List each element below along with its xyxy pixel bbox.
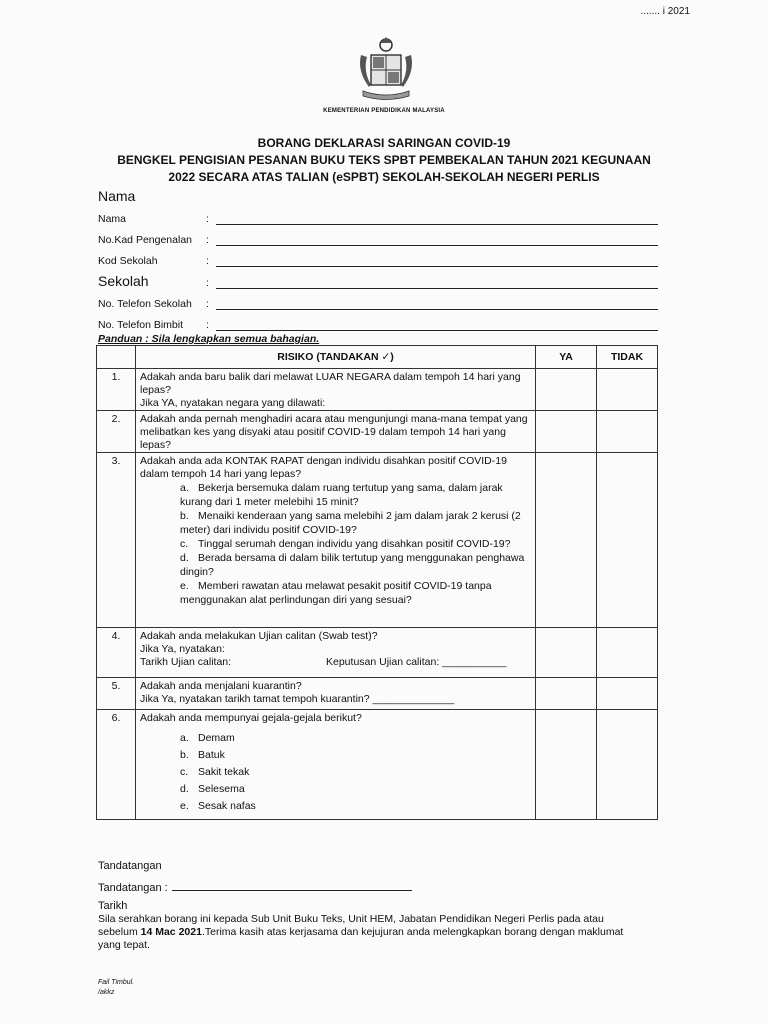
file-reference [98,978,134,998]
row-number: 1. [97,369,136,411]
question-4 [136,628,536,678]
list-item: e. Sesak nafas [180,800,256,812]
nama-heading: Nama [98,188,136,204]
tarikh-label: Tarikh [98,900,128,912]
form-subtitle-line-2: 2022 SECARA ATAS TALIAN (eSPBT) SEKOLAH-SEKOLAH NEGERI PERLIS [168,170,600,184]
table-row [97,453,658,628]
q3-tidak-cell[interactable] [597,453,658,628]
q3-ya-cell[interactable] [536,453,597,628]
submission-note [98,913,634,952]
sekolah-row [98,270,658,292]
swab-date-label: Tarikh Ujian calitan: [140,656,232,668]
nama-row [98,207,658,228]
list-item: e. Memberi rawatan atau melawat pesakit positif COVID-19 tanpa menggunakan alat perlindungan diri yang sesuai? [180,580,492,606]
tandatangan-row [98,880,412,894]
colon: : [206,213,209,225]
question-4-text: Adakah anda melakukan Ujian calitan (Swab test)? [140,630,378,642]
list-item: a. Bekerja bersemuka dalam ruang tertutup yang sama, dalam jarak kurang dari 1 meter melebihi 15 minit? [180,482,503,508]
colon: : [206,298,209,310]
kad-row [98,228,658,249]
sekolah-label: Sekolah [98,273,149,289]
telefon-bimbit-label: No. Telefon Bimbit [98,319,184,331]
question-5-text: Adakah anda menjalani kuarantin? [140,680,302,692]
nama-field[interactable] [216,223,658,225]
kod-sekolah-label: Kod Sekolah [98,255,158,267]
colon: : [206,234,209,246]
risk-table [96,345,658,820]
table-row [97,411,658,453]
q5-ya-cell[interactable] [536,678,597,710]
form-title: BORANG DEKLARASI SARINGAN COVID-19 [257,136,511,150]
personal-info-section [98,185,658,334]
tandatangan-label-2: Tandatangan : [98,882,168,894]
table-row [97,678,658,710]
submission-note-end: .Terima kasih atas kerjasama dan kejujuran anda melengkapkan borang dengan maklumat yang tepat. [98,926,624,951]
q2-ya-cell[interactable] [536,411,597,453]
nama-label: Nama [98,213,127,225]
tandatangan-label-1: Tandatangan [98,860,162,872]
question-1 [136,369,536,411]
question-3 [136,453,536,628]
colon: : [206,277,209,289]
kod-sekolah-field[interactable] [216,265,658,267]
question-1-text: Adakah anda baru balik dari melawat LUAR NEGARA dalam tempoh 14 hari yang lepas? [140,371,521,396]
submission-note-start: Sila serahkan borang ini kepada Sub Unit Buku Teks, Unit HEM, Jabatan Pendidikan Negeri Perlis pada atau sebelum [98,913,604,938]
q1-ya-cell[interactable] [536,369,597,411]
telefon-sekolah-label: No. Telefon Sekolah [98,298,192,310]
file-reference-line-2: /akkz [98,989,115,996]
question-5 [136,678,536,710]
row-number: 4. [97,628,136,678]
kod-row [98,249,658,270]
table-row [97,628,658,678]
telefon-sekolah-field[interactable] [216,308,658,310]
list-item: b. Menaiki kenderaan yang sama melebihi 2 jam dalam jarak 2 kerusi (2 meter) dari individu positif COVID-19? [180,510,521,536]
list-item: b. Batuk [180,749,225,761]
list-item: d. Berada bersama di dalam bilik tertutup yang menggunakan penghawa dingin? [180,552,525,578]
row-number: 2. [97,411,136,453]
ministry-name: KEMENTERIAN PENDIDIKAN MALAYSIA [323,108,445,114]
telefon-sekolah-row [98,292,658,313]
q4-ya-cell[interactable] [536,628,597,678]
colon: : [206,319,209,331]
nama-heading-row [98,185,658,207]
question-6-text: Adakah anda mempunyai gejala-gejala berikut? [140,712,362,724]
question-5-note: Jika Ya, nyatakan tarikh tamat tempoh kuarantin? ______________ [140,693,455,705]
q2-tidak-cell[interactable] [597,411,658,453]
table-header-row [97,346,658,369]
telefon-bimbit-field[interactable] [216,329,658,331]
submission-deadline: 14 Mac 2021 [140,926,202,938]
question-3-text: Adakah anda ada KONTAK RAPAT dengan individu disahkan positif COVID-19 dalam tempoh 14 hari yang lepas? [140,455,507,480]
colon: : [206,255,209,267]
swab-result-label: Keputusan Ujian calitan: ___________ [326,656,507,668]
file-reference-line-1: Fail Timbul. [98,979,135,986]
row-number: 6. [97,710,136,820]
coat-of-arms-icon [355,35,417,103]
question-2-text: Adakah anda pernah menghadiri acara atau mengunjungi mana-mana tempat yang melibatkan kes yang disyaki atau positif COVID-19 dalam tempoh 14 hari yang lepas? [136,411,536,453]
instructions: Panduan : Sila lengkapkan semua bahagian. [98,333,320,345]
form-subtitle-line-1: BENGKEL PENGISIAN PESANAN BUKU TEKS SPBT PEMBEKALAN TAHUN 2021 KEGUNAAN [117,153,651,167]
q1-tidak-cell[interactable] [597,369,658,411]
list-item: d. Selesema [180,783,245,795]
table-row [97,710,658,820]
kad-pengenalan-field[interactable] [216,244,658,246]
header-tidak: TIDAK [597,346,658,369]
reference-number: ....... i 2021 [640,6,690,17]
list-item: c. Tinggal serumah dengan individu yang disahkan positif COVID-19? [180,538,511,550]
q5-tidak-cell[interactable] [597,678,658,710]
tandatangan-field[interactable] [172,880,412,891]
header-number [97,346,136,369]
header-ya: YA [536,346,597,369]
sekolah-field[interactable] [216,287,658,289]
row-number: 5. [97,678,136,710]
row-number: 3. [97,453,136,628]
table-row [97,369,658,411]
list-item: a. Demam [180,732,235,744]
question-4-note: Jika Ya, nyatakan: [140,643,225,655]
q6-tidak-cell[interactable] [597,710,658,820]
kad-pengenalan-label: No.Kad Pengenalan [98,234,192,246]
q4-tidak-cell[interactable] [597,628,658,678]
q6-ya-cell[interactable] [536,710,597,820]
question-6 [136,710,536,820]
header-risk: RISIKO (TANDAKAN ✓) [136,346,536,369]
question-1-note: Jika YA, nyatakan negara yang dilawati: [140,397,326,409]
telefon-bimbit-row [98,313,658,334]
list-item: c. Sakit tekak [180,766,250,778]
